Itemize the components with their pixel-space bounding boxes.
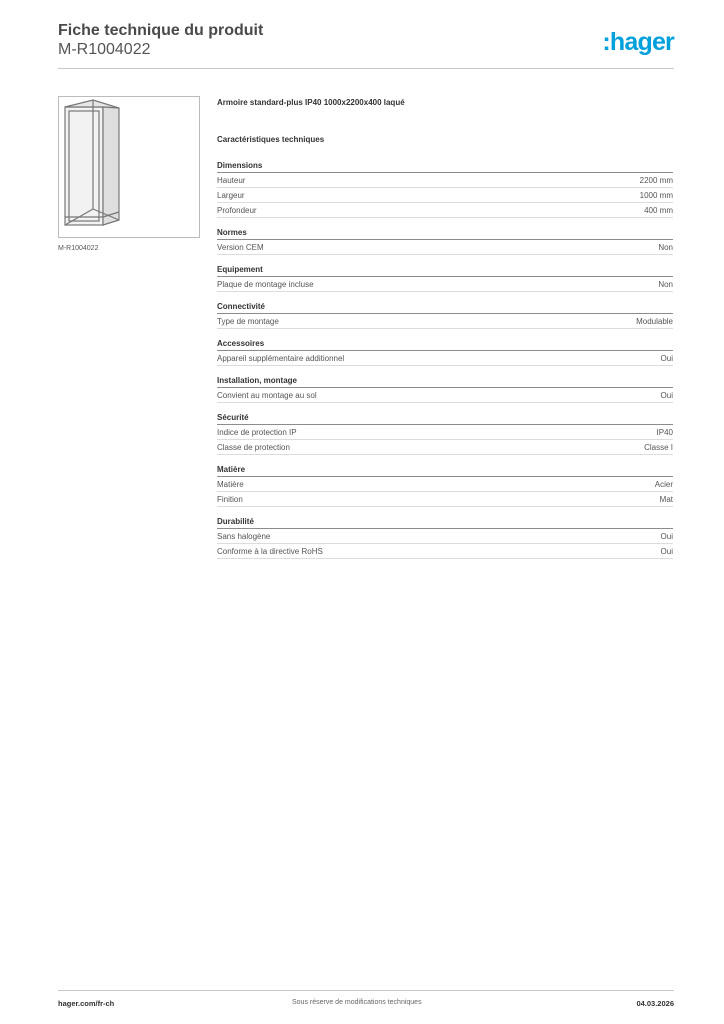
enclosure-frame-icon bbox=[59, 97, 199, 237]
spec-group-title: Dimensions bbox=[217, 160, 673, 173]
spec-group-title: Installation, montage bbox=[217, 375, 673, 388]
spec-value: Mat bbox=[659, 495, 673, 504]
logo-text: hager bbox=[609, 28, 674, 56]
spec-group-title: Durabilité bbox=[217, 516, 673, 529]
spec-group-title: Equipement bbox=[217, 264, 673, 277]
spec-row bbox=[217, 278, 673, 292]
spec-value: Oui bbox=[660, 532, 673, 541]
spec-row bbox=[217, 478, 673, 492]
spec-label: Version CEM bbox=[217, 243, 264, 252]
spec-label: Type de montage bbox=[217, 317, 279, 326]
spec-label: Profondeur bbox=[217, 206, 257, 215]
spec-group-title: Matière bbox=[217, 464, 673, 477]
spec-label: Classe de protection bbox=[217, 443, 290, 452]
section-heading: Caractéristiques techniques bbox=[217, 135, 325, 144]
spec-label: Appareil supplémentaire additionnel bbox=[217, 354, 345, 363]
footer-date: 04.03.2026 bbox=[636, 999, 674, 1008]
spec-value: Classe I bbox=[644, 443, 673, 452]
spec-group-title: Sécurité bbox=[217, 412, 673, 425]
image-caption: M-R1004022 bbox=[58, 245, 99, 252]
spec-row bbox=[217, 493, 673, 507]
spec-row bbox=[217, 315, 673, 329]
spec-value: 400 mm bbox=[644, 206, 673, 215]
spec-value: 1000 mm bbox=[639, 191, 673, 200]
footer-notice: Sous réserve de modifications techniques bbox=[292, 999, 422, 1006]
spec-row bbox=[217, 530, 673, 544]
spec-row bbox=[217, 389, 673, 403]
product-image bbox=[58, 96, 200, 238]
page-footer bbox=[58, 990, 674, 1008]
spec-row bbox=[217, 189, 673, 203]
spec-row bbox=[217, 174, 673, 188]
footer-website: hager.com/fr-ch bbox=[58, 999, 115, 1008]
hager-logo bbox=[602, 28, 674, 57]
product-title: Armoire standard-plus IP40 1000x2200x400 laqué bbox=[217, 98, 405, 107]
specs-content bbox=[217, 92, 673, 559]
spec-row bbox=[217, 545, 673, 559]
spec-value: Non bbox=[658, 280, 673, 289]
spec-label: Largeur bbox=[217, 191, 245, 200]
spec-value: 2200 mm bbox=[639, 176, 673, 185]
spec-label: Plaque de montage incluse bbox=[217, 280, 314, 289]
spec-label: Sans halogène bbox=[217, 532, 271, 541]
spec-label: Convient au montage au sol bbox=[217, 391, 317, 400]
spec-row bbox=[217, 352, 673, 366]
spec-row bbox=[217, 241, 673, 255]
spec-value: Non bbox=[658, 243, 673, 252]
spec-value: IP40 bbox=[656, 428, 673, 437]
spec-label: Finition bbox=[217, 495, 243, 504]
page-header bbox=[58, 20, 674, 69]
spec-label: Hauteur bbox=[217, 176, 246, 185]
spec-row bbox=[217, 426, 673, 440]
spec-value: Oui bbox=[660, 354, 673, 363]
spec-group-title: Accessoires bbox=[217, 338, 673, 351]
page-title: Fiche technique du produit bbox=[58, 22, 264, 39]
spec-group-title: Connectivité bbox=[217, 301, 673, 314]
logo-colon: : bbox=[602, 28, 610, 56]
spec-label: Indice de protection IP bbox=[217, 428, 297, 437]
product-reference: M-R1004022 bbox=[58, 41, 151, 58]
spec-value: Acier bbox=[654, 480, 673, 489]
spec-value: Oui bbox=[660, 391, 673, 400]
spec-group-title: Normes bbox=[217, 227, 673, 240]
spec-label: Conforme à la directive RoHS bbox=[217, 547, 323, 556]
spec-row bbox=[217, 204, 673, 218]
spec-label: Matière bbox=[217, 480, 244, 489]
spec-value: Modulable bbox=[636, 317, 673, 326]
spec-value: Oui bbox=[660, 547, 673, 556]
spec-row bbox=[217, 441, 673, 455]
spec-groups bbox=[217, 160, 673, 559]
